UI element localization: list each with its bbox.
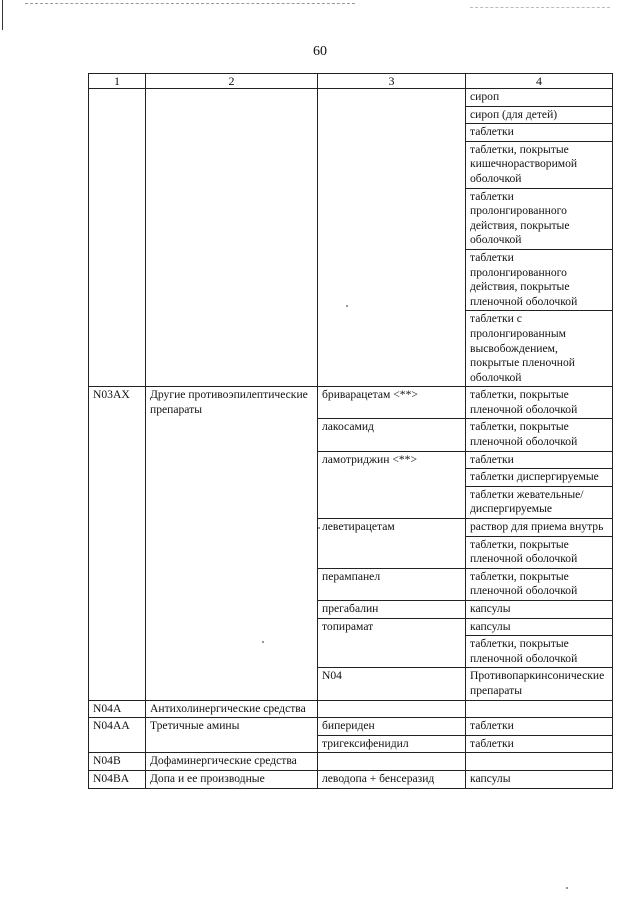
group-cell: Допа и ее производные (146, 770, 318, 788)
group-cell (146, 89, 318, 387)
table-row (89, 89, 613, 107)
group-cell: Другие противоэпилептические препараты (146, 387, 318, 700)
table-row (89, 387, 613, 419)
group-cell: Третичные амины (146, 718, 318, 753)
form-cell: сироп (для детей) (466, 106, 613, 124)
page-edge-mark (2, 0, 3, 30)
scan-line (470, 7, 610, 8)
form-cell: сироп (466, 89, 613, 107)
page-number: 60 (313, 44, 327, 59)
form-cell (466, 700, 613, 718)
group-cell: Противопаркинсонические препараты (466, 668, 613, 700)
scan-speck (262, 641, 264, 643)
drug-cell: леводопа + бенсеразид (318, 770, 466, 788)
drug-cell: бриварацетам <**> (318, 387, 466, 419)
scan-speck (318, 527, 320, 529)
column-header: 2 (146, 74, 318, 89)
form-cell: таблетки, покрытые кишечнорастворимой оболочкой (466, 141, 613, 188)
form-cell: таблетки жевательные/диспергируемые (466, 486, 613, 518)
form-cell: таблетки пролонгированного действия, покрытые пленочной оболочкой (466, 249, 613, 310)
column-header: 3 (318, 74, 466, 89)
code-cell: N04A (89, 700, 146, 718)
form-cell: таблетки, покрытые пленочной оболочкой (466, 568, 613, 600)
form-cell (466, 753, 613, 771)
form-cell: капсулы (466, 618, 613, 636)
form-cell: раствор для приема внутрь (466, 519, 613, 537)
drug-table (88, 73, 613, 789)
column-header: 4 (466, 74, 613, 89)
form-cell: таблетки, покрытые пленочной оболочкой (466, 387, 613, 419)
form-cell: таблетки с пролонгированным высвобождением, покрытые пленочной оболочкой (466, 311, 613, 387)
form-cell: капсулы (466, 601, 613, 619)
drug-cell (318, 89, 466, 387)
table-row (89, 718, 613, 736)
group-cell: Дофаминергические средства (146, 753, 318, 771)
code-cell: N04BA (89, 770, 146, 788)
code-cell: N04AA (89, 718, 146, 753)
drug-cell: лакосамид (318, 419, 466, 451)
code-cell: N04B (89, 753, 146, 771)
drug-cell: прегабалин (318, 601, 466, 619)
column-header: 1 (89, 74, 146, 89)
group-cell: Антихолинергические средства (146, 700, 318, 718)
drug-cell: ламотриджин <**> (318, 451, 466, 518)
form-cell: таблетки, покрытые пленочной оболочкой (466, 536, 613, 568)
code-cell (89, 89, 146, 387)
table-header-row (89, 74, 613, 89)
code-cell: N04 (318, 668, 466, 700)
form-cell: таблетки (466, 735, 613, 753)
form-cell: капсулы (466, 770, 613, 788)
form-cell: таблетки (466, 718, 613, 736)
form-cell: таблетки, покрытые пленочной оболочкой (466, 636, 613, 668)
drug-cell: топирамат (318, 618, 466, 668)
code-cell: N03AX (89, 387, 146, 700)
scan-line (25, 3, 355, 4)
drug-cell: перампанел (318, 568, 466, 600)
drug-cell: тригексифенидил (318, 735, 466, 753)
form-cell: таблетки, покрытые пленочной оболочкой (466, 419, 613, 451)
table-row (89, 753, 613, 771)
form-cell: таблетки пролонгированного действия, покрытые оболочкой (466, 188, 613, 249)
form-cell: таблетки (466, 124, 613, 142)
scan-speck (346, 305, 348, 307)
drug-cell (318, 753, 466, 771)
drug-cell: бипериден (318, 718, 466, 736)
form-cell: таблетки диспергируемые (466, 469, 613, 487)
form-cell: таблетки (466, 451, 613, 469)
table-row (89, 770, 613, 788)
table-row (89, 700, 613, 718)
drug-cell (318, 700, 466, 718)
drug-cell: леветирацетам (318, 519, 466, 569)
scan-speck (566, 887, 568, 889)
